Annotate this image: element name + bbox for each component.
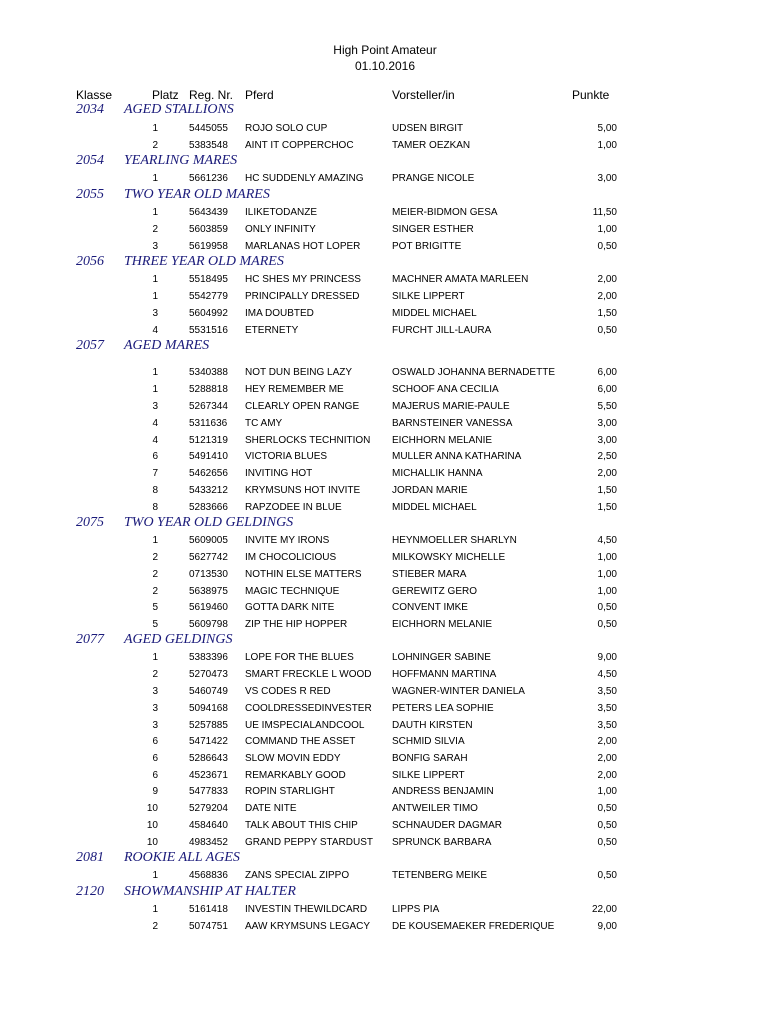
- cell-pferd: ROPIN STARLIGHT: [245, 786, 335, 797]
- cell-reg-nr: 5286643: [189, 753, 228, 764]
- cell-pferd: MAGIC TECHNIQUE: [245, 586, 340, 597]
- cell-reg-nr: 5603859: [189, 224, 228, 235]
- cell-reg-nr: 5288818: [189, 384, 228, 395]
- cell-platz: 1: [152, 173, 158, 184]
- cell-punkte: 4,50: [597, 535, 617, 546]
- table-row: [0, 207, 770, 221]
- cell-vorsteller: SILKE LIPPERT: [392, 770, 465, 781]
- cell-reg-nr: 5445055: [189, 123, 228, 134]
- cell-vorsteller: MAJERUS MARIE-PAULE: [392, 401, 510, 412]
- cell-punkte: 2,00: [597, 291, 617, 302]
- cell-reg-nr: 5340388: [189, 367, 228, 378]
- cell-punkte: 2,00: [597, 468, 617, 479]
- cell-pferd: GOTTA DARK NITE: [245, 602, 335, 613]
- cell-punkte: 9,00: [597, 921, 617, 932]
- cell-reg-nr: 5462656: [189, 468, 228, 479]
- table-row: [0, 435, 770, 449]
- table-row: [0, 820, 770, 834]
- cell-pferd: ROJO SOLO CUP: [245, 123, 328, 134]
- cell-vorsteller: PRANGE NICOLE: [392, 173, 475, 184]
- cell-platz: 1: [152, 904, 158, 915]
- class-code: 2077: [76, 632, 104, 647]
- cell-reg-nr: 5270473: [189, 669, 228, 680]
- col-header-reg-nr: Reg. Nr.: [189, 88, 234, 102]
- cell-platz: 1: [152, 652, 158, 663]
- cell-punkte: 5,00: [597, 123, 617, 134]
- cell-pferd: IM CHOCOLICIOUS: [245, 552, 337, 563]
- cell-punkte: 3,50: [597, 720, 617, 731]
- cell-platz: 1: [152, 535, 158, 546]
- table-row: [0, 602, 770, 616]
- cell-reg-nr: 4584640: [189, 820, 228, 831]
- table-row: [0, 401, 770, 415]
- cell-platz: 4: [152, 435, 158, 446]
- cell-platz: 4: [152, 418, 158, 429]
- table-row: [0, 552, 770, 566]
- cell-vorsteller: BONFIG SARAH: [392, 753, 468, 764]
- cell-punkte: 3,00: [597, 435, 617, 446]
- cell-platz: 7: [152, 468, 158, 479]
- col-header-klasse: Klasse: [76, 88, 113, 102]
- table-row: [0, 140, 770, 154]
- cell-vorsteller: PETERS LEA SOPHIE: [392, 703, 494, 714]
- cell-vorsteller: MILKOWSKY MICHELLE: [392, 552, 506, 563]
- class-name: AGED STALLIONS: [124, 102, 234, 117]
- cell-pferd: TALK ABOUT THIS CHIP: [245, 820, 358, 831]
- cell-platz: 2: [152, 921, 158, 932]
- cell-reg-nr: 5471422: [189, 736, 228, 747]
- table-row: [0, 502, 770, 516]
- cell-platz: 3: [152, 720, 158, 731]
- cell-vorsteller: TETENBERG MEIKE: [392, 870, 488, 881]
- cell-reg-nr: 5433212: [189, 485, 228, 496]
- cell-punkte: 1,00: [597, 224, 617, 235]
- cell-vorsteller: ANTWEILER TIMO: [392, 803, 478, 814]
- cell-vorsteller: SINGER ESTHER: [392, 224, 474, 235]
- col-header-vorsteller: Vorsteller/in: [392, 88, 455, 102]
- cell-reg-nr: 5491410: [189, 451, 228, 462]
- cell-vorsteller: CONVENT IMKE: [392, 602, 468, 613]
- class-name: TWO YEAR OLD GELDINGS: [124, 515, 294, 530]
- cell-platz: 2: [152, 669, 158, 680]
- table-row: [0, 274, 770, 288]
- cell-reg-nr: 5094168: [189, 703, 228, 714]
- cell-vorsteller: HOFFMANN MARTINA: [392, 669, 497, 680]
- cell-platz: 1: [152, 870, 158, 881]
- table-row: [0, 904, 770, 918]
- cell-vorsteller: UDSEN BIRGIT: [392, 123, 464, 134]
- cell-punkte: 4,50: [597, 669, 617, 680]
- table-row: [0, 837, 770, 851]
- cell-punkte: 0,50: [597, 803, 617, 814]
- table-row: [0, 569, 770, 583]
- cell-pferd: HC SUDDENLY AMAZING: [245, 173, 364, 184]
- cell-platz: 1: [152, 207, 158, 218]
- table-row: [0, 325, 770, 339]
- class-name: SHOWMANSHIP AT HALTER: [124, 884, 296, 899]
- cell-punkte: 9,00: [597, 652, 617, 663]
- cell-pferd: RAPZODEE IN BLUE: [245, 502, 342, 513]
- cell-platz: 6: [152, 736, 158, 747]
- cell-pferd: AAW KRYMSUNS LEGACY: [245, 921, 371, 932]
- table-row: [0, 703, 770, 717]
- cell-pferd: NOT DUN BEING LAZY: [245, 367, 353, 378]
- cell-reg-nr: 0713530: [189, 569, 228, 580]
- cell-platz: 3: [152, 401, 158, 412]
- table-row: [0, 485, 770, 499]
- cell-platz: 6: [152, 451, 158, 462]
- class-name: ROOKIE ALL AGES: [124, 850, 240, 865]
- cell-vorsteller: OSWALD JOHANNA BERNADETTE: [392, 367, 555, 378]
- cell-platz: 2: [152, 552, 158, 563]
- cell-pferd: COMMAND THE ASSET: [245, 736, 356, 747]
- cell-vorsteller: ANDRESS BENJAMIN: [392, 786, 494, 797]
- cell-vorsteller: DAUTH KIRSTEN: [392, 720, 473, 731]
- report-title: High Point Amateur: [333, 43, 437, 57]
- cell-pferd: VS CODES R RED: [245, 686, 331, 697]
- cell-reg-nr: 5661236: [189, 173, 228, 184]
- cell-reg-nr: 4568836: [189, 870, 228, 881]
- cell-reg-nr: 5074751: [189, 921, 228, 932]
- table-row: [0, 669, 770, 683]
- col-header-punkte: Punkte: [572, 88, 610, 102]
- cell-punkte: 3,00: [597, 173, 617, 184]
- cell-punkte: 11,50: [592, 207, 617, 218]
- cell-reg-nr: 5627742: [189, 552, 228, 563]
- cell-platz: 2: [152, 569, 158, 580]
- cell-platz: 10: [146, 803, 158, 814]
- cell-vorsteller: MULLER ANNA KATHARINA: [392, 451, 522, 462]
- cell-platz: 6: [152, 770, 158, 781]
- cell-punkte: 3,50: [597, 686, 617, 697]
- cell-platz: 6: [152, 753, 158, 764]
- cell-punkte: 0,50: [597, 602, 617, 613]
- cell-punkte: 1,00: [597, 786, 617, 797]
- cell-punkte: 0,50: [597, 820, 617, 831]
- cell-reg-nr: 5383396: [189, 652, 228, 663]
- cell-reg-nr: 5161418: [189, 904, 228, 915]
- table-row: [0, 736, 770, 750]
- cell-vorsteller: DE KOUSEMAEKER FREDERIQUE: [392, 921, 555, 932]
- cell-vorsteller: SILKE LIPPERT: [392, 291, 465, 302]
- cell-platz: 1: [152, 367, 158, 378]
- cell-platz: 3: [152, 703, 158, 714]
- cell-reg-nr: 5477833: [189, 786, 228, 797]
- cell-platz: 5: [152, 602, 158, 613]
- table-row: [0, 803, 770, 817]
- table-row: [0, 586, 770, 600]
- col-header-platz: Platz: [152, 88, 179, 102]
- class-code: 2055: [76, 187, 104, 202]
- cell-punkte: 3,00: [597, 418, 617, 429]
- cell-vorsteller: GEREWITZ GERO: [392, 586, 477, 597]
- cell-vorsteller: SCHOOF ANA CECILIA: [392, 384, 499, 395]
- cell-pferd: INVITING HOT: [245, 468, 313, 479]
- table-row: [0, 241, 770, 255]
- cell-platz: 3: [152, 241, 158, 252]
- cell-platz: 1: [152, 274, 158, 285]
- cell-punkte: 0,50: [597, 619, 617, 630]
- cell-platz: 5: [152, 619, 158, 630]
- table-row: [0, 367, 770, 381]
- table-row: [0, 720, 770, 734]
- cell-platz: 9: [152, 786, 158, 797]
- class-name: AGED GELDINGS: [124, 632, 233, 647]
- cell-pferd: ETERNETY: [245, 325, 299, 336]
- class-code: 2120: [76, 884, 104, 899]
- class-name: THREE YEAR OLD MARES: [124, 254, 284, 269]
- table-row: [0, 291, 770, 305]
- cell-punkte: 1,50: [597, 308, 617, 319]
- cell-reg-nr: 5257885: [189, 720, 228, 731]
- cell-punkte: 0,50: [597, 837, 617, 848]
- cell-punkte: 1,00: [597, 140, 617, 151]
- cell-punkte: 1,00: [597, 552, 617, 563]
- cell-vorsteller: MIDDEL MICHAEL: [392, 502, 477, 513]
- cell-pferd: ZIP THE HIP HOPPER: [245, 619, 348, 630]
- cell-punkte: 22,00: [591, 904, 617, 915]
- cell-platz: 3: [152, 308, 158, 319]
- cell-platz: 1: [152, 291, 158, 302]
- cell-reg-nr: 5383548: [189, 140, 228, 151]
- cell-vorsteller: TAMER OEZKAN: [392, 140, 471, 151]
- cell-vorsteller: LOHNINGER SABINE: [392, 652, 491, 663]
- cell-reg-nr: 5638975: [189, 586, 228, 597]
- cell-platz: 2: [152, 224, 158, 235]
- cell-vorsteller: HEYNMOELLER SHARLYN: [392, 535, 517, 546]
- cell-reg-nr: 5267344: [189, 401, 228, 412]
- cell-reg-nr: 5643439: [189, 207, 228, 218]
- cell-pferd: SMART FRECKLE L WOOD: [245, 669, 372, 680]
- class-code: 2081: [76, 850, 104, 865]
- cell-vorsteller: LIPPS PIA: [392, 904, 440, 915]
- cell-pferd: ILIKETODANZE: [245, 207, 318, 218]
- cell-reg-nr: 5609005: [189, 535, 228, 546]
- cell-vorsteller: WAGNER-WINTER DANIELA: [392, 686, 525, 697]
- cell-pferd: LOPE FOR THE BLUES: [245, 652, 354, 663]
- class-code: 2075: [76, 515, 104, 530]
- cell-reg-nr: 5279204: [189, 803, 228, 814]
- class-code: 2056: [76, 254, 104, 269]
- cell-pferd: GRAND PEPPY STARDUST: [245, 837, 373, 848]
- table-row: [0, 870, 770, 884]
- cell-punkte: 1,50: [597, 502, 617, 513]
- table-row: [0, 770, 770, 784]
- cell-pferd: SHERLOCKS TECHNITION: [245, 435, 371, 446]
- cell-vorsteller: STIEBER MARA: [392, 569, 467, 580]
- cell-reg-nr: 5619460: [189, 602, 228, 613]
- cell-pferd: REMARKABLY GOOD: [245, 770, 346, 781]
- cell-punkte: 1,50: [597, 485, 617, 496]
- cell-reg-nr: 5283666: [189, 502, 228, 513]
- cell-pferd: HC SHES MY PRINCESS: [245, 274, 361, 285]
- cell-pferd: INVESTIN THEWILDCARD: [245, 904, 368, 915]
- cell-platz: 3: [152, 686, 158, 697]
- cell-pferd: IMA DOUBTED: [245, 308, 314, 319]
- cell-vorsteller: SCHMID SILVIA: [392, 736, 465, 747]
- cell-vorsteller: FURCHT JILL-LAURA: [392, 325, 492, 336]
- cell-pferd: AINT IT COPPERCHOC: [245, 140, 354, 151]
- cell-platz: 8: [152, 502, 158, 513]
- table-row: [0, 418, 770, 432]
- table-row: [0, 652, 770, 666]
- cell-platz: 10: [146, 837, 158, 848]
- cell-pferd: HEY REMEMBER ME: [245, 384, 344, 395]
- table-row: [0, 123, 770, 137]
- class-code: 2057: [76, 338, 104, 353]
- cell-vorsteller: POT BRIGITTE: [392, 241, 462, 252]
- cell-vorsteller: SPRUNCK BARBARA: [392, 837, 492, 848]
- cell-pferd: KRYMSUNS HOT INVITE: [245, 485, 361, 496]
- table-row: [0, 224, 770, 238]
- cell-reg-nr: 5604992: [189, 308, 228, 319]
- cell-platz: 1: [152, 123, 158, 134]
- cell-vorsteller: BARNSTEINER VANESSA: [392, 418, 513, 429]
- table-row: [0, 384, 770, 398]
- cell-pferd: COOLDRESSEDINVESTER: [245, 703, 372, 714]
- cell-punkte: 1,00: [597, 569, 617, 580]
- cell-vorsteller: EICHHORN MELANIE: [392, 619, 493, 630]
- table-row: [0, 468, 770, 482]
- cell-pferd: SLOW MOVIN EDDY: [245, 753, 341, 764]
- table-row: [0, 535, 770, 549]
- cell-reg-nr: 5518495: [189, 274, 228, 285]
- cell-punkte: 3,50: [597, 703, 617, 714]
- cell-pferd: NOTHIN ELSE MATTERS: [245, 569, 362, 580]
- cell-reg-nr: 4983452: [189, 837, 228, 848]
- class-name: TWO YEAR OLD MARES: [124, 187, 270, 202]
- cell-platz: 2: [152, 586, 158, 597]
- cell-punkte: 2,00: [597, 736, 617, 747]
- cell-pferd: TC AMY: [245, 418, 283, 429]
- cell-platz: 2: [152, 140, 158, 151]
- cell-reg-nr: 5311636: [189, 418, 228, 429]
- cell-pferd: ZANS SPECIAL ZIPPO: [245, 870, 350, 881]
- cell-punkte: 6,00: [597, 367, 617, 378]
- cell-punkte: 2,50: [597, 451, 617, 462]
- class-code: 2054: [76, 153, 104, 168]
- table-row: [0, 619, 770, 633]
- cell-pferd: PRINCIPALLY DRESSED: [245, 291, 360, 302]
- cell-vorsteller: MACHNER AMATA MARLEEN: [392, 274, 529, 285]
- table-row: [0, 451, 770, 465]
- class-name: AGED MARES: [124, 338, 210, 353]
- cell-punkte: 5,50: [597, 401, 617, 412]
- cell-pferd: MARLANAS HOT LOPER: [245, 241, 361, 252]
- cell-reg-nr: 5619958: [189, 241, 228, 252]
- cell-vorsteller: MIDDEL MICHAEL: [392, 308, 477, 319]
- cell-platz: 10: [146, 820, 158, 831]
- table-row: [0, 753, 770, 767]
- table-row: [0, 308, 770, 322]
- table-row: [0, 686, 770, 700]
- cell-pferd: VICTORIA BLUES: [245, 451, 328, 462]
- cell-platz: 1: [152, 384, 158, 395]
- cell-pferd: DATE NITE: [245, 803, 297, 814]
- cell-vorsteller: SCHNAUDER DAGMAR: [392, 820, 503, 831]
- cell-punkte: 6,00: [597, 384, 617, 395]
- cell-platz: 4: [152, 325, 158, 336]
- cell-reg-nr: 5460749: [189, 686, 228, 697]
- cell-platz: 8: [152, 485, 158, 496]
- cell-reg-nr: 4523671: [189, 770, 228, 781]
- cell-punkte: 2,00: [597, 770, 617, 781]
- class-code: 2034: [76, 102, 104, 117]
- cell-reg-nr: 5531516: [189, 325, 228, 336]
- cell-punkte: 2,00: [597, 274, 617, 285]
- table-row: [0, 173, 770, 187]
- cell-vorsteller: MICHALLIK HANNA: [392, 468, 483, 479]
- cell-pferd: ONLY INFINITY: [245, 224, 316, 235]
- cell-punkte: 0,50: [597, 241, 617, 252]
- table-row: [0, 921, 770, 935]
- report-date: 01.10.2016: [354, 59, 416, 73]
- cell-pferd: UE IMSPECIALANDCOOL: [245, 720, 365, 731]
- table-row: [0, 786, 770, 800]
- cell-vorsteller: MEIER-BIDMON GESA: [392, 207, 498, 218]
- cell-punkte: 0,50: [597, 870, 617, 881]
- cell-vorsteller: JORDAN MARIE: [392, 485, 468, 496]
- cell-reg-nr: 5121319: [189, 435, 228, 446]
- cell-reg-nr: 5609798: [189, 619, 228, 630]
- cell-punkte: 1,00: [597, 586, 617, 597]
- cell-punkte: 2,00: [597, 753, 617, 764]
- cell-vorsteller: EICHHORN MELANIE: [392, 435, 493, 446]
- col-header-pferd: Pferd: [245, 88, 274, 102]
- cell-punkte: 0,50: [597, 325, 617, 336]
- class-name: YEARLING MARES: [124, 153, 238, 168]
- cell-reg-nr: 5542779: [189, 291, 228, 302]
- cell-pferd: CLEARLY OPEN RANGE: [245, 401, 360, 412]
- cell-pferd: INVITE MY IRONS: [245, 535, 330, 546]
